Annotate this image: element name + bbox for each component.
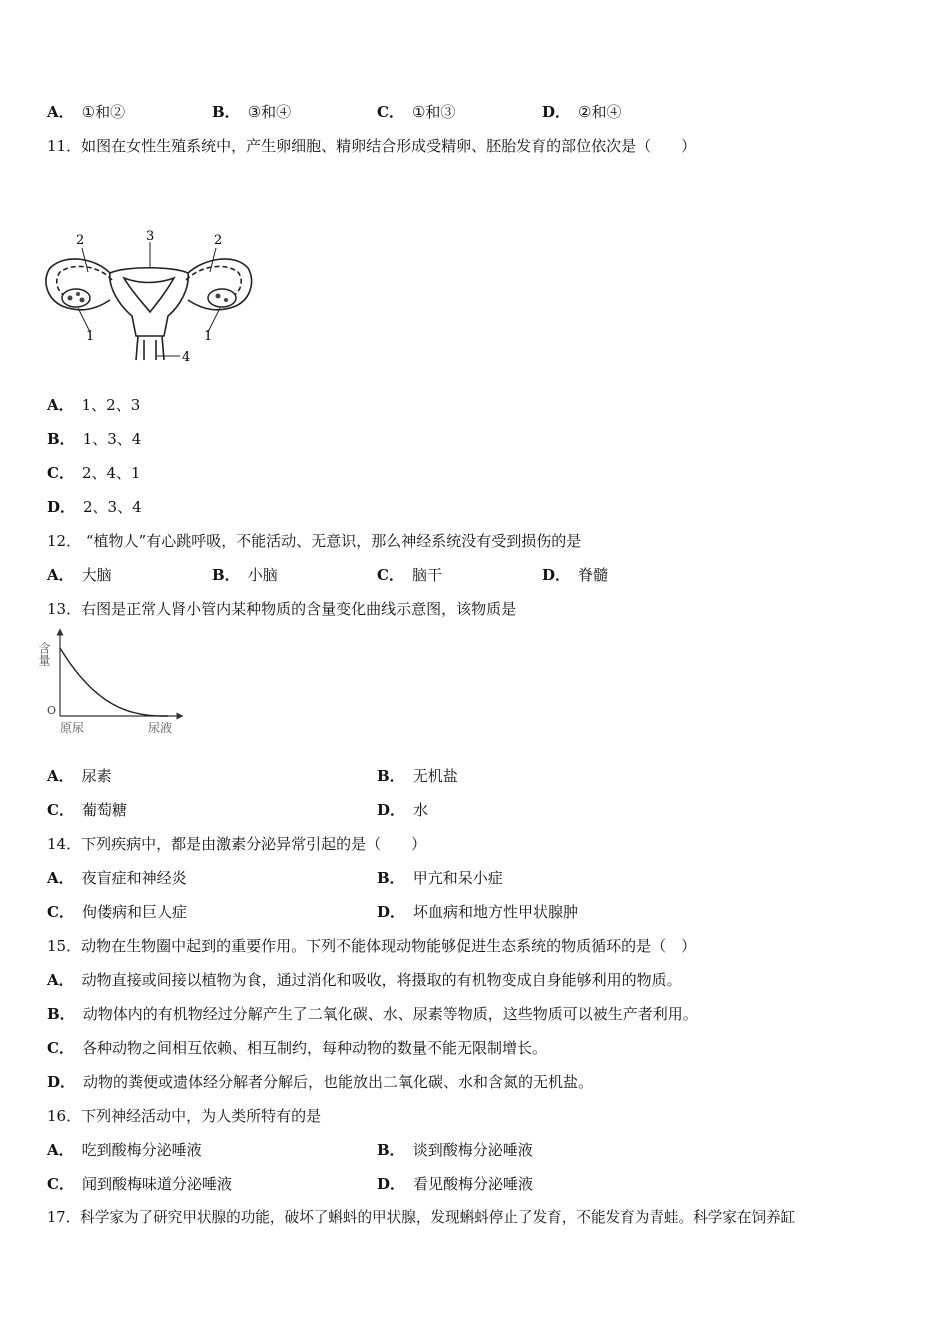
option-b[interactable]: B． 1、3、4 bbox=[47, 430, 142, 448]
option-c[interactable]: C． 2、4、1 bbox=[47, 464, 141, 482]
option-d[interactable]: D． 坏血病和地方性甲状腺肿 bbox=[377, 903, 579, 921]
question-15-stem: 15．动物在生物圈中起到的重要作用。下列不能体现动物能够促进生态系统的物质循环的是（ ） bbox=[47, 937, 697, 955]
origin-label: O bbox=[47, 704, 57, 717]
option-b[interactable]: B． 小脑 bbox=[212, 566, 278, 584]
option-c[interactable]: C． 葡萄糖 bbox=[47, 801, 127, 819]
y-axis-label: 含量 bbox=[37, 642, 51, 666]
option-a[interactable]: A． 动物直接或间接以植物为食，通过消化和吸收，将摄取的有机物变成自身能够利用的物质。 bbox=[47, 971, 682, 989]
question-14-stem: 14．下列疾病中，都是由激素分泌异常引起的是（ ） bbox=[47, 835, 427, 853]
option-c[interactable]: C． 各种动物之间相互依赖、相互制约，每种动物的数量不能无限制增长。 bbox=[47, 1039, 547, 1057]
option-a[interactable]: A． ①和② bbox=[47, 103, 126, 121]
option-d[interactable]: D． 看见酸梅分泌唾液 bbox=[377, 1175, 534, 1193]
figure-label-2-right: 2 bbox=[214, 233, 223, 248]
option-c[interactable]: C． 脑干 bbox=[377, 566, 442, 584]
option-a[interactable]: A． 吃到酸梅分泌唾液 bbox=[47, 1141, 202, 1159]
content-curve bbox=[60, 648, 168, 716]
option-b[interactable]: B． 动物体内的有机物经过分解产生了二氧化碳、水、尿素等物质，这些物质可以被生产者利用。 bbox=[47, 1005, 698, 1023]
x-tick-label: 尿液 bbox=[148, 721, 173, 735]
substance-content-chart bbox=[37, 626, 190, 740]
x-tick-label: 原尿 bbox=[60, 721, 85, 735]
figure-label-2-left: 2 bbox=[76, 233, 85, 248]
option-a[interactable]: A． 大脑 bbox=[47, 566, 112, 584]
option-c[interactable]: C． ①和③ bbox=[377, 103, 456, 121]
option-a[interactable]: A． 1、2、3 bbox=[47, 396, 141, 414]
question-12-stem: 12． “植物人”有心跳呼吸，不能活动、无意识，那么神经系统没有受到损伤的是 bbox=[47, 532, 582, 550]
female-reproductive-system-figure bbox=[40, 228, 260, 368]
option-c[interactable]: C． 闻到酸梅味道分泌唾液 bbox=[47, 1175, 232, 1193]
question-16-stem: 16．下列神经活动中，为人类所特有的是 bbox=[47, 1107, 322, 1125]
option-d[interactable]: D． 脊髓 bbox=[542, 566, 609, 584]
option-b[interactable]: B． 谈到酸梅分泌唾液 bbox=[377, 1141, 533, 1159]
option-b[interactable]: B． ③和④ bbox=[212, 103, 292, 121]
figure-label-4: 4 bbox=[182, 350, 191, 365]
figure-label-1-left: 1 bbox=[86, 329, 95, 344]
option-c[interactable]: C． 佝偻病和巨人症 bbox=[47, 903, 187, 921]
option-b[interactable]: B． 无机盐 bbox=[377, 767, 458, 785]
option-d[interactable]: D． ②和④ bbox=[542, 103, 622, 121]
option-d[interactable]: D． 水 bbox=[377, 801, 429, 819]
figure-label-1-right: 1 bbox=[204, 329, 213, 344]
option-a[interactable]: A． 尿素 bbox=[47, 767, 112, 785]
option-b[interactable]: B． 甲亢和呆小症 bbox=[377, 869, 503, 887]
option-d[interactable]: D． 动物的粪便或遗体经分解者分解后，也能放出二氧化碳、水和含氮的无机盐。 bbox=[47, 1073, 594, 1091]
question-13-stem: 13．右图是正常人肾小管内某种物质的含量变化曲线示意图，该物质是 bbox=[47, 600, 517, 618]
question-11-stem: 11．如图在女性生殖系统中，产生卵细胞、精卵结合形成受精卵、胚胎发育的部位依次是（ ） bbox=[47, 137, 697, 155]
option-d[interactable]: D． 2、3、4 bbox=[47, 498, 142, 516]
figure-label-3: 3 bbox=[146, 229, 155, 244]
option-a[interactable]: A． 夜盲症和神经炎 bbox=[47, 869, 187, 887]
question-17-stem: 17．科学家为了研究甲状腺的功能，破坏了蝌蚪的甲状腺，发现蝌蚪停止了发育，不能发育为青蛙。科学家在饲养缸 bbox=[47, 1209, 796, 1226]
